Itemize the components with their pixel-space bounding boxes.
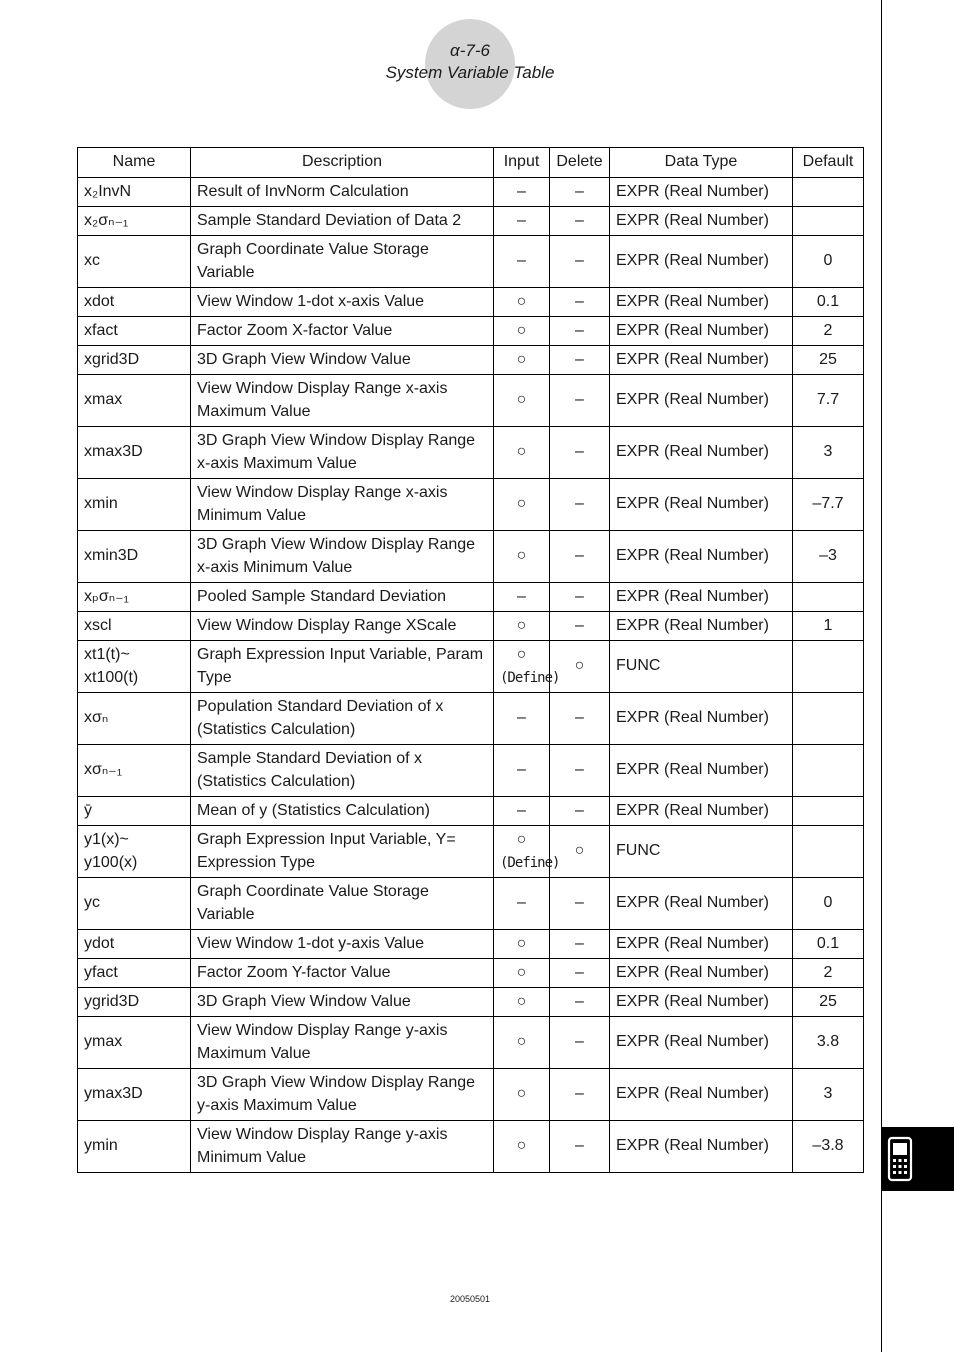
data-type: FUNC: [610, 641, 793, 693]
table-row: [78, 826, 864, 878]
table-row: [78, 479, 864, 531]
delete-cell-mark: ○: [574, 657, 585, 675]
col-header-description: Description: [191, 148, 494, 178]
variable-description: Sample Standard Deviation of x (Statistics Calculation): [191, 745, 494, 797]
default-value: [793, 583, 864, 612]
define-note: (Define): [500, 669, 560, 686]
default-value: –7.7: [793, 479, 864, 531]
input-cell: [494, 531, 550, 583]
delete-cell: [550, 479, 610, 531]
delete-cell-mark: –: [575, 350, 584, 368]
delete-cell: [550, 612, 610, 641]
default-value: 2: [793, 959, 864, 988]
delete-cell-mark: –: [575, 761, 584, 779]
input-cell-mark: ○: [516, 547, 527, 565]
col-header-data-type: Data Type: [610, 148, 793, 178]
delete-cell: [550, 797, 610, 826]
page-code: α-7-6: [450, 41, 490, 60]
table-row: [78, 317, 864, 346]
table-row: [78, 797, 864, 826]
input-cell: [494, 1069, 550, 1121]
input-cell: [494, 797, 550, 826]
variable-name: ymax3D: [78, 1069, 191, 1121]
variable-description: View Window 1-dot y-axis Value: [191, 930, 494, 959]
delete-cell: [550, 988, 610, 1017]
chapter-tab: [882, 1127, 954, 1191]
variable-name: xt1(t)~ xt100(t): [78, 641, 191, 693]
delete-cell: [550, 207, 610, 236]
variable-name: ȳ: [78, 797, 191, 826]
table-row: [78, 1069, 864, 1121]
data-type: EXPR (Real Number): [610, 479, 793, 531]
input-cell-mark: ○: [516, 495, 527, 513]
data-type: EXPR (Real Number): [610, 346, 793, 375]
default-value: [793, 797, 864, 826]
variable-description: 3D Graph View Window Display Range x-axis Minimum Value: [191, 531, 494, 583]
default-value: 0: [793, 236, 864, 288]
input-cell: [494, 641, 560, 693]
delete-cell: [550, 375, 610, 427]
input-cell-mark: –: [517, 894, 526, 912]
variable-description: 3D Graph View Window Value: [191, 346, 494, 375]
data-type: EXPR (Real Number): [610, 288, 793, 317]
delete-cell-mark: –: [575, 292, 584, 310]
default-value: –3: [793, 531, 864, 583]
input-cell: [494, 375, 550, 427]
data-type: EXPR (Real Number): [610, 1069, 793, 1121]
delete-cell-mark: –: [575, 1085, 584, 1103]
data-type: EXPR (Real Number): [610, 745, 793, 797]
default-value: [793, 693, 864, 745]
variable-description: 3D Graph View Window Display Range x-axis Maximum Value: [191, 427, 494, 479]
delete-cell: [550, 745, 610, 797]
data-type: EXPR (Real Number): [610, 207, 793, 236]
table-row: [78, 346, 864, 375]
data-type: EXPR (Real Number): [610, 236, 793, 288]
delete-cell-mark: –: [575, 211, 584, 229]
input-cell-mark: ○: [516, 1137, 527, 1155]
variable-name: xfact: [78, 317, 191, 346]
data-type: EXPR (Real Number): [610, 612, 793, 641]
variable-name: xmax3D: [78, 427, 191, 479]
input-cell-mark: ○: [516, 934, 527, 952]
delete-cell-mark: –: [575, 252, 584, 270]
col-header-delete: Delete: [550, 148, 610, 178]
input-cell: [494, 612, 550, 641]
variable-description: View Window 1-dot x-axis Value: [191, 288, 494, 317]
default-value: [793, 178, 864, 207]
variable-name: xscl: [78, 612, 191, 641]
default-value: [793, 745, 864, 797]
input-cell: [494, 346, 550, 375]
default-value: 0.1: [793, 288, 864, 317]
calculator-icon: [887, 1136, 913, 1182]
input-cell-mark: ○: [516, 443, 527, 461]
variable-description: Mean of y (Statistics Calculation): [191, 797, 494, 826]
system-variable-table: [77, 147, 864, 1173]
delete-cell-mark: –: [575, 182, 584, 200]
input-cell: [494, 826, 560, 878]
variable-description: 3D Graph View Window Value: [191, 988, 494, 1017]
default-value: 3: [793, 1069, 864, 1121]
input-cell-mark: –: [517, 709, 526, 727]
table-row: [78, 236, 864, 288]
delete-cell-mark: –: [575, 801, 584, 819]
delete-cell: [550, 427, 610, 479]
input-cell-mark: ○: [516, 292, 527, 310]
delete-cell: [550, 178, 610, 207]
delete-cell-mark: –: [575, 992, 584, 1010]
table-row: [78, 531, 864, 583]
variable-description: Factor Zoom X-factor Value: [191, 317, 494, 346]
variable-name: xc: [78, 236, 191, 288]
data-type: EXPR (Real Number): [610, 930, 793, 959]
input-cell: [494, 878, 550, 930]
table-row: [78, 930, 864, 959]
input-cell-mark: –: [517, 761, 526, 779]
data-type: EXPR (Real Number): [610, 797, 793, 826]
input-cell: [494, 178, 550, 207]
table-row: [78, 693, 864, 745]
col-header-name: Name: [78, 148, 191, 178]
data-type: EXPR (Real Number): [610, 878, 793, 930]
delete-cell: [550, 288, 610, 317]
delete-cell-mark: –: [575, 587, 584, 605]
page-title: System Variable Table: [385, 63, 555, 82]
table-row: [78, 583, 864, 612]
input-cell: [494, 745, 550, 797]
variable-name: yc: [78, 878, 191, 930]
variable-name: y1(x)~ y100(x): [78, 826, 191, 878]
variable-name: ymax: [78, 1017, 191, 1069]
table-row: [78, 745, 864, 797]
delete-cell: [550, 346, 610, 375]
variable-description: 3D Graph View Window Display Range y-axis Maximum Value: [191, 1069, 494, 1121]
input-cell-mark: –: [517, 211, 526, 229]
delete-cell-mark: –: [575, 547, 584, 565]
delete-cell-mark: –: [575, 391, 584, 409]
variable-name: x₂σₙ₋₁: [78, 207, 191, 236]
variable-name: xmax: [78, 375, 191, 427]
input-cell: [494, 583, 550, 612]
input-cell-mark: ○: [516, 646, 527, 663]
delete-cell-mark: –: [575, 616, 584, 634]
delete-cell: [550, 1017, 610, 1069]
default-value: 3.8: [793, 1017, 864, 1069]
variable-name: xₚσₙ₋₁: [78, 583, 191, 612]
variable-description: Graph Expression Input Variable, Y= Expression Type: [191, 826, 494, 878]
input-cell: [494, 930, 550, 959]
default-value: [793, 826, 864, 878]
table-row: [78, 288, 864, 317]
variable-description: View Window Display Range y-axis Minimum Value: [191, 1121, 494, 1173]
data-type: EXPR (Real Number): [610, 988, 793, 1017]
input-cell: [494, 427, 550, 479]
data-type: FUNC: [610, 826, 793, 878]
delete-cell-mark: –: [575, 963, 584, 981]
input-cell-mark: ○: [516, 616, 527, 634]
input-cell-mark: ○: [516, 350, 527, 368]
variable-name: x₂InvN: [78, 178, 191, 207]
input-cell: [494, 479, 550, 531]
default-value: 0.1: [793, 930, 864, 959]
input-cell-mark: ○: [516, 321, 527, 339]
delete-cell: [550, 930, 610, 959]
default-value: 3: [793, 427, 864, 479]
input-cell: [494, 988, 550, 1017]
variable-description: Graph Expression Input Variable, Param Type: [191, 641, 494, 693]
delete-cell: [550, 583, 610, 612]
input-cell: [494, 236, 550, 288]
delete-cell: [550, 693, 610, 745]
input-cell: [494, 1017, 550, 1069]
variable-description: Population Standard Deviation of x (Statistics Calculation): [191, 693, 494, 745]
input-cell-mark: –: [517, 587, 526, 605]
data-type: EXPR (Real Number): [610, 1121, 793, 1173]
input-cell: [494, 693, 550, 745]
default-value: 1: [793, 612, 864, 641]
variable-description: Graph Coordinate Value Storage Variable: [191, 236, 494, 288]
data-type: EXPR (Real Number): [610, 959, 793, 988]
footer-code: 20050501: [449, 1294, 491, 1304]
delete-cell: [550, 1121, 610, 1173]
default-value: 25: [793, 988, 864, 1017]
variable-name: xgrid3D: [78, 346, 191, 375]
variable-name: xσₙ: [78, 693, 191, 745]
data-type: EXPR (Real Number): [610, 375, 793, 427]
delete-cell-mark: –: [575, 1137, 584, 1155]
variable-description: Factor Zoom Y-factor Value: [191, 959, 494, 988]
variable-description: Pooled Sample Standard Deviation: [191, 583, 494, 612]
table-row: [78, 207, 864, 236]
data-type: EXPR (Real Number): [610, 583, 793, 612]
input-cell-mark: ○: [516, 1033, 527, 1051]
delete-cell-mark: –: [575, 1033, 584, 1051]
data-type: EXPR (Real Number): [610, 1017, 793, 1069]
delete-cell-mark: –: [575, 443, 584, 461]
default-value: 25: [793, 346, 864, 375]
table-row: [78, 1017, 864, 1069]
variable-description: View Window Display Range y-axis Maximum Value: [191, 1017, 494, 1069]
table-row: [78, 612, 864, 641]
data-type: EXPR (Real Number): [610, 531, 793, 583]
delete-cell: [550, 317, 610, 346]
variable-name: xmin3D: [78, 531, 191, 583]
col-header-default: Default: [793, 148, 864, 178]
delete-cell: [550, 236, 610, 288]
delete-cell: [550, 878, 610, 930]
table-row: [78, 375, 864, 427]
data-type: EXPR (Real Number): [610, 427, 793, 479]
delete-cell-mark: –: [575, 934, 584, 952]
data-type: EXPR (Real Number): [610, 693, 793, 745]
input-cell: [494, 207, 550, 236]
input-cell-mark: –: [517, 801, 526, 819]
table-row: [78, 178, 864, 207]
delete-cell-mark: ○: [574, 842, 585, 860]
delete-cell: [550, 531, 610, 583]
input-cell-mark: ○: [516, 1085, 527, 1103]
delete-cell: [550, 1069, 610, 1121]
table-row: [78, 641, 864, 693]
variable-name: xdot: [78, 288, 191, 317]
variable-name: yfact: [78, 959, 191, 988]
default-value: 2: [793, 317, 864, 346]
table-row: [78, 878, 864, 930]
delete-cell-mark: –: [575, 709, 584, 727]
input-cell-mark: ○: [516, 391, 527, 409]
input-cell: [494, 288, 550, 317]
default-value: –3.8: [793, 1121, 864, 1173]
table-row: [78, 959, 864, 988]
col-header-input: Input: [494, 148, 550, 178]
variable-name: xmin: [78, 479, 191, 531]
input-cell-mark: ○: [516, 831, 527, 848]
input-cell: [494, 959, 550, 988]
define-note: (Define): [500, 854, 560, 871]
input-cell-mark: –: [517, 252, 526, 270]
default-value: [793, 207, 864, 236]
data-type: EXPR (Real Number): [610, 178, 793, 207]
table-header-row: [78, 148, 864, 178]
variable-name: xσₙ₋₁: [78, 745, 191, 797]
data-type: EXPR (Real Number): [610, 317, 793, 346]
input-cell-mark: ○: [516, 992, 527, 1010]
delete-cell-mark: –: [575, 894, 584, 912]
default-value: [793, 641, 864, 693]
delete-cell-mark: –: [575, 321, 584, 339]
table-row: [78, 988, 864, 1017]
default-value: 0: [793, 878, 864, 930]
variable-description: Sample Standard Deviation of Data 2: [191, 207, 494, 236]
input-cell: [494, 1121, 550, 1173]
input-cell-mark: ○: [516, 963, 527, 981]
variable-name: ydot: [78, 930, 191, 959]
variable-name: ymin: [78, 1121, 191, 1173]
default-value: 7.7: [793, 375, 864, 427]
delete-cell: [550, 959, 610, 988]
input-cell: [494, 317, 550, 346]
input-cell-mark: –: [517, 182, 526, 200]
variable-description: View Window Display Range XScale: [191, 612, 494, 641]
variable-description: View Window Display Range x-axis Maximum Value: [191, 375, 494, 427]
variable-description: Graph Coordinate Value Storage Variable: [191, 878, 494, 930]
variable-description: View Window Display Range x-axis Minimum Value: [191, 479, 494, 531]
variable-name: ygrid3D: [78, 988, 191, 1017]
variable-description: Result of InvNorm Calculation: [191, 178, 494, 207]
table-row: [78, 1121, 864, 1173]
table-row: [78, 427, 864, 479]
delete-cell-mark: –: [575, 495, 584, 513]
